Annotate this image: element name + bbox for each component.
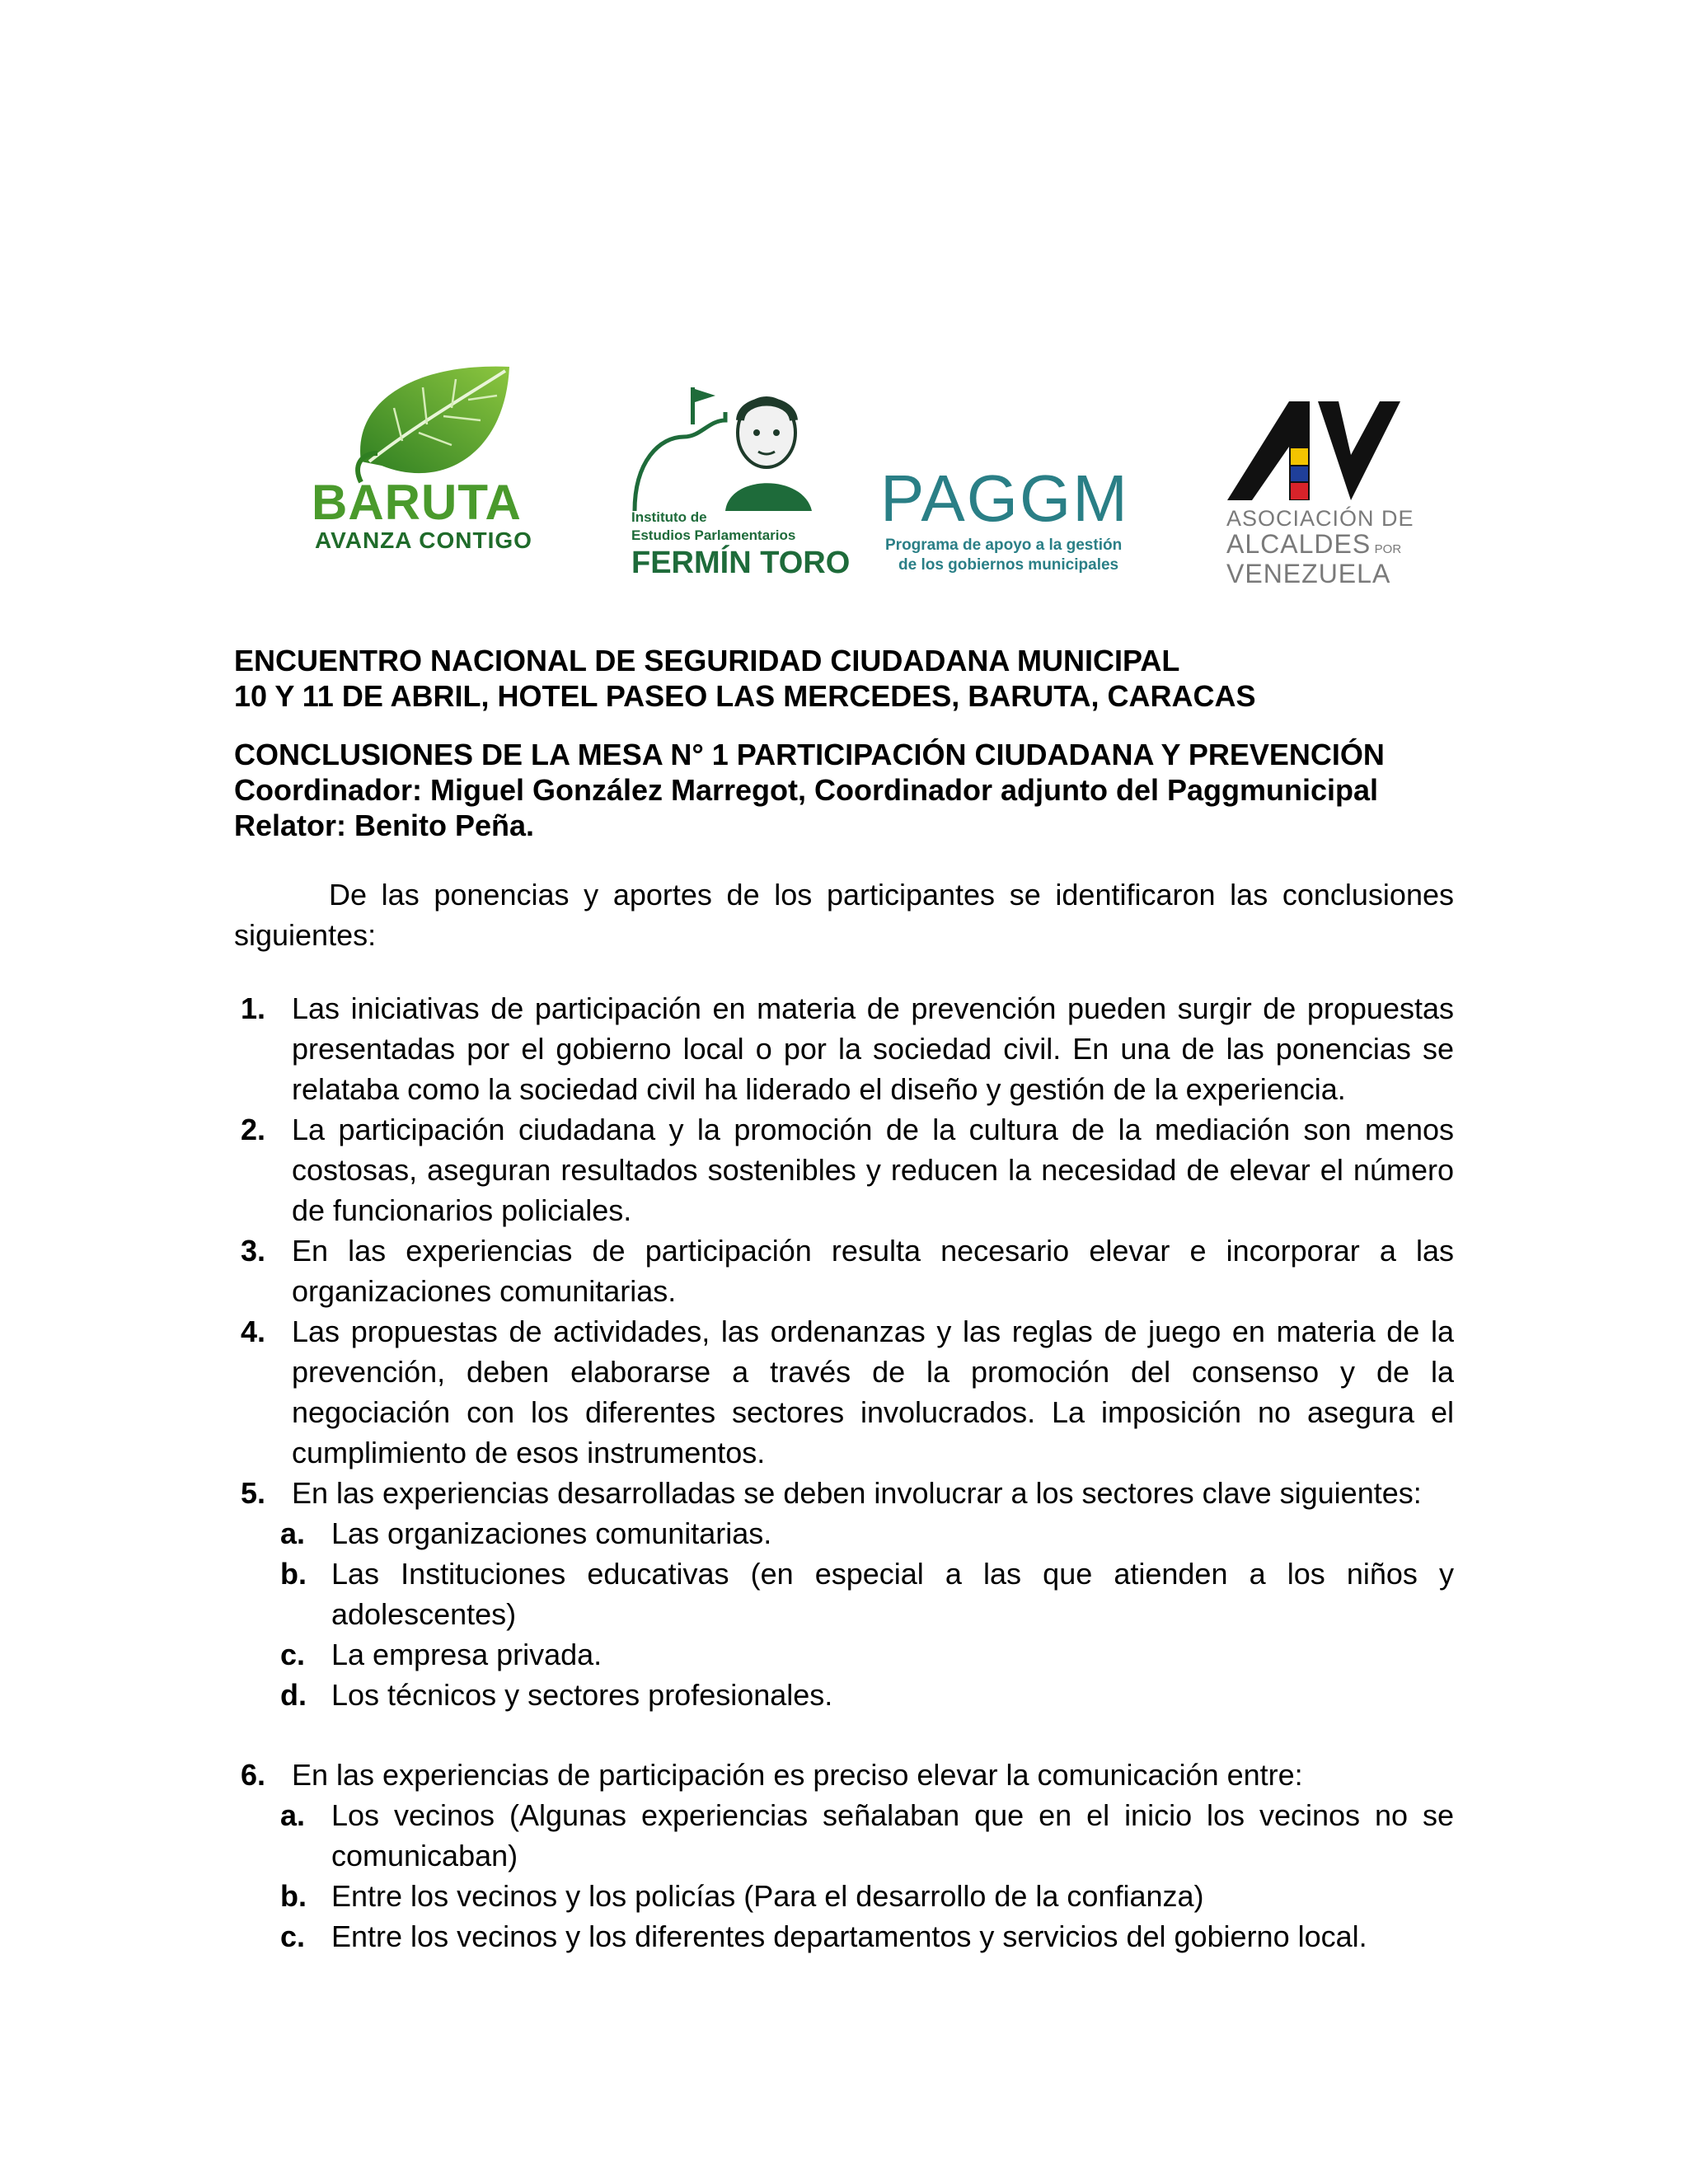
list-item [234, 1473, 1454, 1513]
document-body [234, 643, 1454, 1957]
paggm-title: PAGGM [880, 462, 1129, 535]
paggm-line1: Programa de apoyo a la gestión [885, 537, 1123, 554]
list-item [234, 1230, 1454, 1311]
list-item [234, 988, 1454, 1109]
alcaldes-logo [1223, 397, 1413, 587]
sub-letter: b. [280, 1879, 307, 1913]
sub-letter: b. [280, 1557, 307, 1591]
baruta-title: BARUTA [312, 475, 522, 530]
list-item [234, 1311, 1454, 1473]
baruta-logo [303, 330, 551, 577]
list-item [234, 1109, 1454, 1230]
item-text: Las propuestas de actividades, las ordenanzas y las reglas de juego en materia de la prevención, deben elaborarse a través de la promoción del consenso y de la negociación con los diferentes sectores involucrados. La imposición no asegura el cumplimiento de esos instrumentos. [292, 1315, 1454, 1469]
sub-text: Los vecinos (Algunas experiencias señalaban que en el inicio los vecinos no se comunicaban) [331, 1798, 1454, 1872]
sublist-item [234, 1795, 1454, 1876]
sublist-item [234, 1916, 1454, 1957]
conclusions-list-continued [234, 1755, 1454, 1795]
spacer [234, 1715, 1454, 1755]
fermin-toro-line1: Instituto de [631, 509, 707, 525]
logo-strip [0, 0, 1688, 626]
sub-text: La empresa privada. [331, 1638, 603, 1671]
fermin-toro-line2: Estudios Parlamentarios [631, 527, 796, 543]
item-text: Las iniciativas de participación en materia de prevención pueden surgir de propuestas presentadas por el gobierno local o por la sociedad civil. En una de las ponencias se relataba como la sociedad civil ha liderado el diseño y gestión de la experiencia. [292, 991, 1454, 1106]
mesa-coordinador: Coordinador: Miguel González Marregot, Coordinador adjunto del Paggmunicipal [234, 773, 1379, 807]
sublist-item [234, 1554, 1454, 1634]
sector-sublist [234, 1513, 1454, 1715]
sub-letter: a. [280, 1516, 306, 1550]
av-monogram-icon [1223, 397, 1404, 504]
item-text: La participación ciudadana y la promoción de la cultura de la mediación son menos costosas, aseguran resultados sostenibles y reducen la necesidad de elevar el número de funcionarios policiales. [292, 1113, 1454, 1227]
item-number: 2. [241, 1113, 266, 1146]
paggm-logo [880, 462, 1152, 581]
mesa-relator: Relator: Benito Peña. [234, 808, 535, 842]
alcaldes-line2: ALCALDES [1226, 529, 1372, 559]
conclusions-list [234, 988, 1454, 1513]
alcaldes-line1: ASOCIACIÓN DE [1226, 506, 1414, 531]
fermin-toro-line3: FERMÍN TORO [631, 546, 851, 580]
sub-text: Las organizaciones comunitarias. [331, 1516, 772, 1550]
fermin-toro-logo [626, 387, 851, 585]
item-text: En las experiencias desarrolladas se deben involucrar a los sectores clave siguientes: [292, 1476, 1422, 1510]
event-date-location: 10 Y 11 DE ABRIL, HOTEL PASEO LAS MERCEDES, BARUTA, CARACAS [234, 679, 1256, 713]
sub-letter: c. [280, 1638, 306, 1671]
event-title: ENCUENTRO NACIONAL DE SEGURIDAD CIUDADANA MUNICIPAL [234, 644, 1180, 677]
item-text: En las experiencias de participación resulta necesario elevar e incorporar a las organizaciones comunitarias. [292, 1234, 1454, 1308]
sublist-item [234, 1513, 1454, 1554]
sub-text: Entre los vecinos y los diferentes departamentos y servicios del gobierno local. [331, 1919, 1367, 1953]
mesa-title: CONCLUSIONES DE LA MESA N° 1 PARTICIPACIÓN CIUDADANA Y PREVENCIÓN [234, 738, 1385, 771]
item-number: 6. [241, 1758, 266, 1792]
sub-letter: d. [280, 1678, 307, 1712]
alcaldes-line3: VENEZUELA [1226, 559, 1391, 588]
item-number: 1. [241, 991, 266, 1025]
communication-sublist [234, 1795, 1454, 1957]
item-number: 3. [241, 1234, 266, 1268]
sub-text: Entre los vecinos y los policías (Para el desarrollo de la confianza) [331, 1879, 1204, 1913]
sublist-item [234, 1675, 1454, 1715]
sub-text: Los técnicos y sectores profesionales. [331, 1678, 833, 1712]
item-number: 4. [241, 1315, 266, 1348]
item-number: 5. [241, 1476, 266, 1510]
sub-letter: c. [280, 1919, 306, 1953]
alcaldes-line2b: POR [1374, 542, 1402, 556]
list-item [234, 1755, 1454, 1795]
alcaldes-line2-row [1226, 529, 1401, 560]
item-text: En las experiencias de participación es preciso elevar la comunicación entre: [292, 1758, 1303, 1792]
sublist-item [234, 1876, 1454, 1916]
paggm-line2: de los gobiernos municipales [898, 556, 1119, 574]
baruta-subtitle: AVANZA CONTIGO [315, 527, 532, 553]
portrait-icon [626, 387, 824, 511]
sublist-item [234, 1634, 1454, 1675]
intro-paragraph: De las ponencias y aportes de los participantes se identificaron las conclusiones siguientes: [234, 878, 1454, 952]
sub-letter: a. [280, 1798, 306, 1832]
sub-text: Las Instituciones educativas (en especial a las que atienden a los niños y adolescentes) [331, 1557, 1454, 1631]
